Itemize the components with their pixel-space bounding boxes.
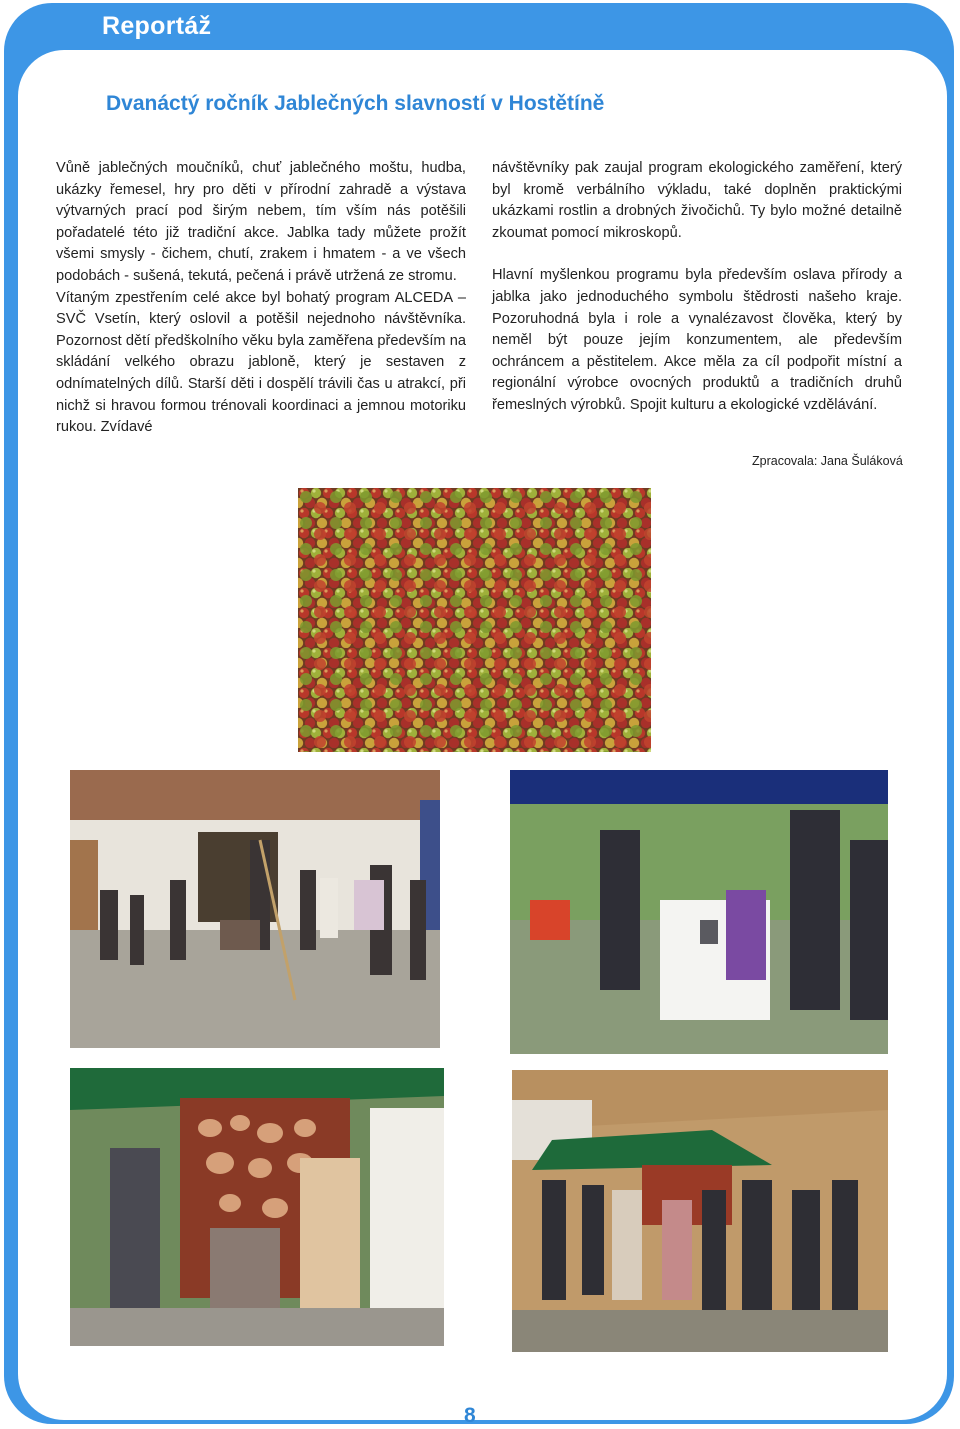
courtyard-image [70, 770, 440, 1048]
article-paragraph: Hlavní myšlenkou programu byla především oslava přírody a jablka jako jednoduchého symbolu štědrosti našeho kraje. Pozoruhodná byla i role a vynalézavost člověka, který by neměl být pouze jejím konzumentem, ale především ochráncem a pěstitelem. Akce měla za cíl podpořit místní a regionální výrobce ovocných produktů a tradičních druhů řemeslných výrobků. Spojit kulturu a ekologické vzdělávání. [492, 267, 902, 413]
page-number: 8 [464, 1404, 476, 1427]
article-paragraph: Vůně jablečných moučníků, chuť jablečného moštu, hudba, ukázky řemesel, hry pro děti v přírodní zahradě a výstava výtvarných prací pod širým nebem, tím vším nás potěšili pořadatelé této již tradiční akce. Jablka tady můžete prožít všemi smysly - čichem, chutí, zrakem i hmatem - a ve všech podobách - sušená, tekutá, pečená i právě utržená ze stromu. [56, 160, 466, 284]
article-paragraph: návštěvníky pak zaujal program ekologického zaměření, který byl kromě verbálního výkladu, také doplněn praktickými ukázkami rostlin a drobných živočichů. Ty bylo možné detailně zkoumat pomocí mikroskopů. [492, 160, 902, 241]
author-credit: Zpracovala: Jana Šuláková [752, 454, 903, 468]
article-title: Dvanáctý ročník Jablečných slavností v Hostětíně [106, 92, 605, 115]
photo-puzzle-board [70, 1068, 444, 1346]
photo-microscope-tent [510, 770, 888, 1054]
visitors-building-image [512, 1070, 888, 1352]
article-paragraph: Vítaným zpestřením celé akce byl bohatý program ALCEDA – SVČ Vsetín, který oslovil a potěšil nejednoho návštěvníka. Pozornost dětí předškolního věku byla zaměřena především na skládání velkého obrazu jabloně, který je sestaven z odnímatelných dílů. Starší děti i dospělí trávili čas u atrakcí, při nichž si hravou formou trénovali koordinaci a jemnou motoriku rukou. Zvídavé [56, 289, 466, 436]
section-label: Reportáž [102, 12, 212, 40]
puzzle-board-image [70, 1068, 444, 1346]
photo-visitors-building [512, 1070, 888, 1352]
microscope-tent-image [510, 770, 888, 1054]
photo-apple-heap [298, 488, 651, 752]
apple-heap-image [298, 488, 651, 752]
article-column-right [492, 158, 902, 417]
article-column-left [56, 158, 466, 439]
photo-courtyard-crowd [70, 770, 440, 1048]
